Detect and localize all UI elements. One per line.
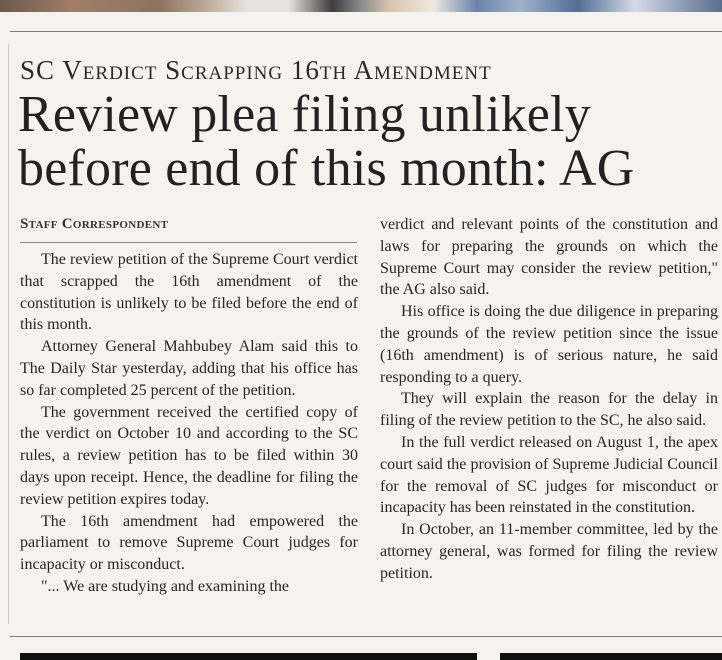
article-column-2 — [380, 214, 718, 585]
left-divider — [8, 44, 9, 624]
paragraph: In October, an 11-member committee, led by the attorney general, was formed for filing the review petition. — [380, 521, 718, 582]
paragraph: verdict and relevant points of the constitution and laws for preparing the grounds on which the Supreme Court may consider the review petition," the AG also said. — [380, 216, 718, 299]
paragraph: His office is doing the due diligence in preparing the grounds of the review petition since the issue (16th amendment) is of serious nature, he said responding to a query. — [380, 303, 718, 386]
article-column-1 — [20, 249, 358, 598]
next-article-bar — [20, 653, 477, 660]
paragraph: Attorney General Mahbubey Alam said this to The Daily Star yesterday, adding that his office has so far completed 25 percent of the petition. — [20, 338, 358, 399]
article-byline: Staff Correspondent — [20, 216, 169, 232]
next-article-bar — [500, 653, 722, 660]
paragraph: "... We are studying and examining the — [41, 577, 289, 595]
article-headline: Review plea filing unlikely before end of this month: AG — [18, 86, 635, 197]
paragraph: In the full verdict released on August 1, the apex court said the provision of Supreme Judicial Council for the removal of SC judges for misconduct or incapacity has been reinstated in the constitution. — [380, 433, 718, 517]
paragraph: The government received the certified copy of the verdict on October 10 and according to the SC rules, a review petition has to be filed within 30 days upon receipt. Hence, the deadline for filing the review petition expires today. — [20, 403, 358, 508]
byline-divider — [20, 242, 357, 243]
top-divider — [10, 31, 722, 32]
paragraph: The review petition of the Supreme Court verdict that scrapped the 16th amendment of the constitution is unlikely to be filed before the end of this month. — [20, 251, 358, 334]
top-photo-strip — [0, 0, 722, 12]
article-kicker: SC Verdict Scrapping 16th Amendment — [20, 55, 492, 85]
paragraph: They will explain the reason for the delay in filing of the review petition to the SC, he also said. — [380, 390, 718, 430]
bottom-divider — [10, 636, 722, 637]
paragraph: The 16th amendment had empowered the parliament to remove Supreme Court judges for incapacity or misconduct. — [20, 512, 358, 574]
